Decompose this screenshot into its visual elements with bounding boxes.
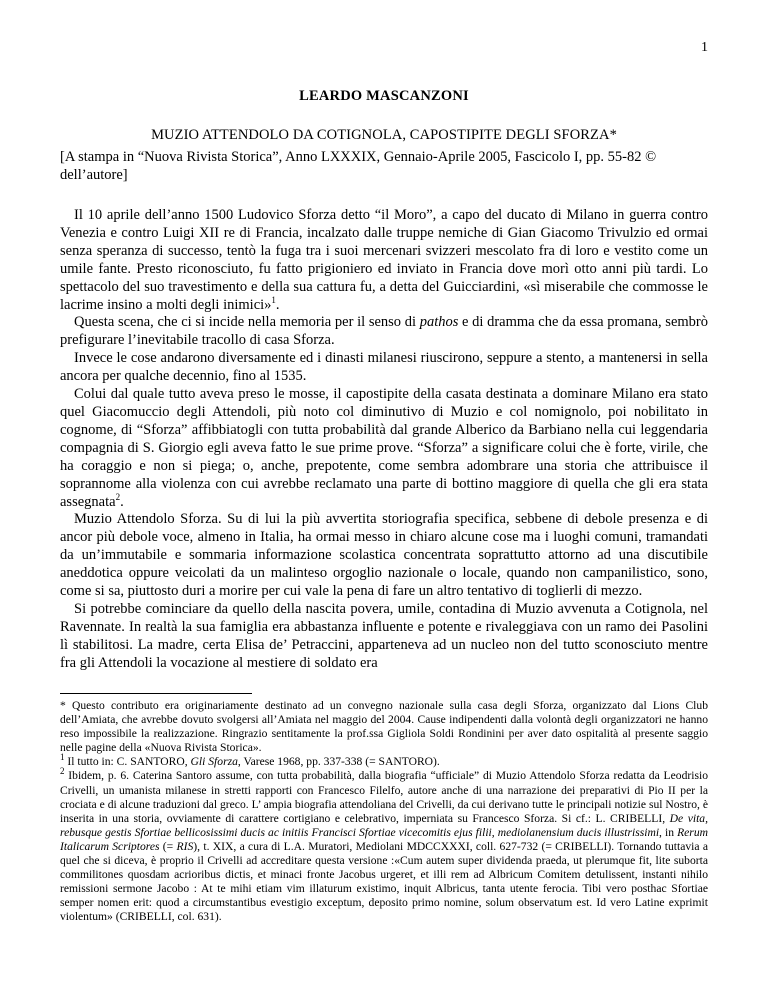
footnote-text: , Varese 1968, pp. 337-338 (= SANTORO). <box>237 755 440 769</box>
footnotes <box>60 699 708 925</box>
italic-title: Gli Sforza <box>190 755 238 769</box>
paragraph <box>60 314 708 350</box>
italic-title: Rerum Italicarum Scriptores <box>60 825 708 853</box>
italic-abbrev: RIS <box>176 839 194 853</box>
footnote-star: * Questo contributo era originariamente destinato ad un convegno nazionale sulla casa degli Sforza, organizzato dal Lions Club dell’Amiata, che avrebbe dovuto svolgersi all’Amiata nel maggio del 2004. Cause indipendenti dalla volontà degli organizzatori ne hanno reso impossibile la realizzazione. Ringrazio sentitamente la prof.ssa Gigliola Soldi Rondinini per aver dato ospitalità al presente saggio nelle pagine della «Nuova Rivista Storica». <box>60 699 708 755</box>
footnote-text: (= <box>159 839 177 853</box>
paragraph: Invece le cose andarono diversamente ed i dinasti milanesi riuscirono, seppure a stento, a mantenersi in sella ancora per qualche decennio, fino al 1535. <box>60 350 708 385</box>
footnote-ref: 1 <box>271 294 276 305</box>
publication-note: [A stampa in “Nuova Rivista Storica”, Anno LXXXIX, Gennaio-Aprile 2005, Fascicolo I, pp. 55-82 © dell’autore] <box>60 149 657 183</box>
footnote-1 <box>60 752 708 769</box>
paragraph-end: . <box>275 296 280 313</box>
footnote-text: , in <box>659 825 678 839</box>
footnote-ref: 2 <box>115 491 121 502</box>
paragraph-text: Questa scena, che ci si incide nella memoria per il senso di <box>74 314 420 331</box>
paragraph: Muzio Attendolo Sforza. Su di lui la più avvertita storiografia specifica, sebbene di debole presenza e di ancor più debole voce, almeno in Italia, ha ormai messo in chiaro alcune cose ma i luoghi comuni, tramandati da un’immutabile e sommaria informazione scolastica concentrata soprattutto attorno ad una discutibile aneddotica oppure veicolati da un malinteso orgoglio nazionale o locale, quando non campanilistico, sono, come si sa, piuttosto duri a morire per cui vale la pena di fare un altro tentativo di toglierli di mezzo. <box>60 511 708 600</box>
paragraph-text: e di dramma che da essa promana, sembrò prefigurare l’inevitabile tracollo di casa Sforza. <box>60 314 708 349</box>
page-number: 1 <box>701 40 708 55</box>
footnote-mark: 1 <box>60 752 65 763</box>
paragraph <box>60 386 708 511</box>
italic-term: pathos <box>419 314 459 331</box>
paragraph-text: Il 10 aprile dell’anno 1500 Ludovico Sforza detto “il Moro”, a capo del ducato di Milano in guerra contro Venezia e contro Luigi XII re di Francia, incalzato dalle truppe nemiche di Gian Giacomo Trivulzio ed ormai senza speranza di successo, tentò la fuga tra i suoi mercenari svizzeri mescolato fra di loro e vestito come un umile fante. Presto riconosciuto, fu fatto prigioniero ed inviato in Francia dove morì otto anni più tardi. Lo spettacolo del suo travestimento e della sua cattura fu, a detta del Guicciardini, «sì miserabile che commosse le lacrime insino a molti degli inimici» <box>60 207 708 313</box>
footnote-2 <box>60 766 709 924</box>
paragraph <box>60 207 708 314</box>
document-title: MUZIO ATTENDOLO DA COTIGNOLA, CAPOSTIPITE DEGLI SFORZA* <box>151 127 617 143</box>
paragraph-end: . <box>120 493 124 510</box>
italic-title: De vita, rebusque gestis Sfortiae bellicosissimi ducis ac initiis Francisci Sfortiae vicecomitis ejus filii, mediolanensium ducis illustrissimi <box>60 811 708 839</box>
author-name: LEARDO MASCANZONI <box>299 88 469 104</box>
footnote-text: Ibidem, p. 6. Caterina Santoro assume, con tutta probabilità, dalla biografia “ufficiale” di Muzio Attendolo Sforza redatta da Leodrisio Crivelli, un umanista milanese in stretti rapporti con Francesco Filelfo, autore anche di una narrazione dei preparativi di Pio II per la crociata e di alcune traduzioni dal greco. L’ ampia biografia attendoliana del Crivelli, da cui derivano tutte le principali notizie sul Nostro, è inserita in una storia, ovviamente di carattere cortigiano e celebrativo, imperniata su Francesco Sforza. Si cf.: L. CRIBELLI, <box>60 769 708 825</box>
paragraph-text: Colui dal quale tutto aveva preso le mosse, il capostipite della casata destinata a dominare Milano era stato quel Giacomuccio degli Attendoli, più noto col diminutivo di Muzio e col nomignolo, poi nobilitato in cognome, di “Sforza” affibbiatogli con tutta probabilità dal grande Alberico da Barbiano nella cui leggendaria compagnia di S. Giorgio egli aveva fatto le sue prime prove. “Sforza” a significare colui che è forte, virile, che ha coraggio e non si piega; o, anche, prepotente, come sembra adombrare una storia che attribuisce il soprannome alla violenza con cui avrebbe reclamato una parte di bottino maggiore di quella che gli era stata assegnata <box>60 386 708 510</box>
footnote-text: ), t. XIX, a cura di L.A. Muratori, Mediolani MDCCXXXI, coll. 627-732 (= CRIBELLI). Tornando tuttavia a quel che si diceva, è proprio il Crivelli ad accreditare questa versione :«Cum autem super dividenda praeda, ut plerumque fit, lite suborta commilitones quosdam acrioribus dictis, et minaci fronte Jacobus urgeret, et illi rem ad Albricum Comitem detulissent, instanti nihilo remissioni sermone Jacobo : At te mihi etiam vim illaturum existimo, inquit Albricus, tanta utente ferocia. Tibi vero posthac Sfortiae semper nomen erit: quod a circumstantibus evestigio exceptum, deposito primo nomine, solum observatum est. Id vero Latine exprimit violentum» (CRIBELLI, col. 631). <box>60 839 709 924</box>
footnote-mark: 2 <box>60 766 65 777</box>
paragraph: Si potrebbe cominciare da quello della nascita povera, umile, contadina di Muzio avvenuta a Cotignola, nel Ravennate. In realtà la sua famiglia era abbastanza influente e potente e rivaleggiava con un ramo dei Pasolini lì stabilitosi. La madre, certa Elisa de’ Petraccini, apparteneva ad un nucleo non del tutto sconosciuto mentre fra gli Attendoli la vocazione al mestiere di soldato era <box>60 600 708 671</box>
footnote-separator <box>60 693 252 694</box>
body-text <box>60 207 708 673</box>
footnote-text: Il tutto in: C. SANTORO, <box>64 755 191 769</box>
document-header <box>60 88 708 144</box>
